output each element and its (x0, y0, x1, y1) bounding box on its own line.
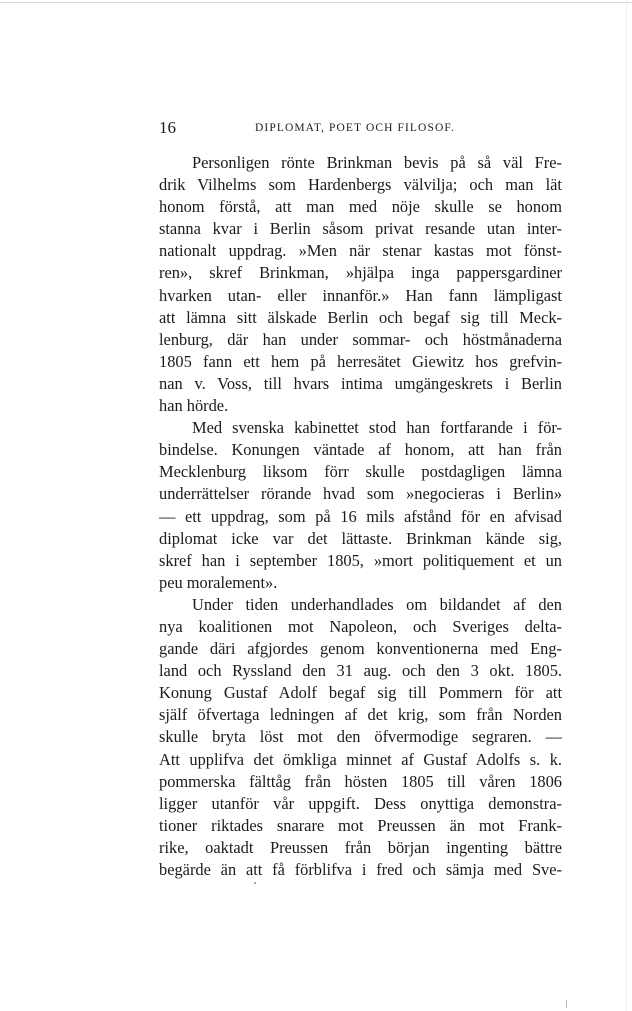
page-header (159, 117, 559, 139)
text-line: rike, oaktadt Preussen från början ingenting bättre (159, 837, 562, 857)
text-line: Mecklenburg liksom förr skulle postdagligen lämna (159, 462, 562, 482)
text-line: skulle bryta löst mot den öfvermodige segraren. — (159, 727, 562, 747)
text-line: bindelse. Konungen väntade af honom, att han från (159, 440, 562, 460)
text-line: stanna kvar i Berlin såsom privat resande utan inter- (159, 219, 562, 239)
text-line: ligger utanför vår uppgift. Dess onyttiga demonstra- (159, 793, 562, 813)
text-line: underrättelser rörande hvad som »negocieras i Berlin» (159, 484, 562, 504)
text-line: Under tiden underhandlades om bildandet af den (192, 594, 562, 614)
text-line: honom förstå, att man med nöje skulle se honom (159, 197, 562, 217)
running-title: DIPLOMAT, POET OCH FILOSOF. (255, 122, 455, 134)
scan-edge-mark (566, 1000, 567, 1008)
body-text (159, 152, 562, 881)
text-line: ren», skref Brinkman, »hjälpa inga pappersgardiner (159, 263, 562, 283)
scan-edge-right (626, 0, 627, 1011)
text-line: skref han i september 1805, »mort politiquement et un (159, 550, 562, 570)
text-line: Personligen rönte Brinkman bevis på så väl Fre- (192, 153, 562, 172)
text-line: pommerska fälttåg från hösten 1805 till våren 1806 (159, 771, 562, 791)
text-line: diplomat icke var det lättaste. Brinkman kände sig, (159, 528, 562, 548)
text-line: hvarken utan- eller innanför.» Han fann lämpligast (159, 285, 562, 305)
text-line: Konung Gustaf Adolf begaf sig till Pommern för att (159, 683, 562, 703)
text-line: han hörde. (159, 396, 229, 416)
text-line: gande däri afgjordes genom konventionerna med Eng- (159, 639, 562, 659)
text-line: nationalt uppdrag. »Men när stenar kastas mot fönst- (159, 241, 562, 261)
scan-edge-top (0, 2, 632, 3)
page-number: 16 (159, 118, 176, 137)
text-line: tioner riktades snarare mot Preussen än mot Frank- (159, 815, 562, 835)
text-line: att lämna sitt älskade Berlin och begaf sig till Meck- (159, 307, 562, 327)
scan-speck (254, 882, 256, 884)
text-line: drik Vilhelms som Hardenbergs välvilja; och man lät (159, 175, 562, 195)
text-line: begärde än att få förblifva i fred och sämja med Sve- (159, 860, 562, 879)
text-line: Att upplifva det ömkliga minnet af Gustaf Adolfs s. k. (159, 749, 562, 769)
text-line: — ett uppdrag, som på 16 mils afstånd för en afvisad (159, 506, 562, 526)
text-line: land och Ryssland den 31 aug. och den 3 okt. 1805. (159, 661, 562, 681)
text-line: Med svenska kabinettet stod han fortfarande i för- (192, 418, 562, 438)
text-line: nan v. Voss, till hvars intima umgängeskrets i Berlin (159, 373, 562, 393)
text-line: peu moralement». (159, 572, 278, 592)
text-line: lenburg, där han under sommar- och höstmånaderna (159, 329, 562, 349)
text-line: nya koalitionen mot Napoleon, och Sveriges delta- (159, 616, 562, 636)
text-line: 1805 fann ett hem på herresätet Giewitz hos grefvin- (159, 351, 562, 371)
text-line: själf öfvertaga ledningen af det krig, som från Norden (159, 705, 562, 725)
